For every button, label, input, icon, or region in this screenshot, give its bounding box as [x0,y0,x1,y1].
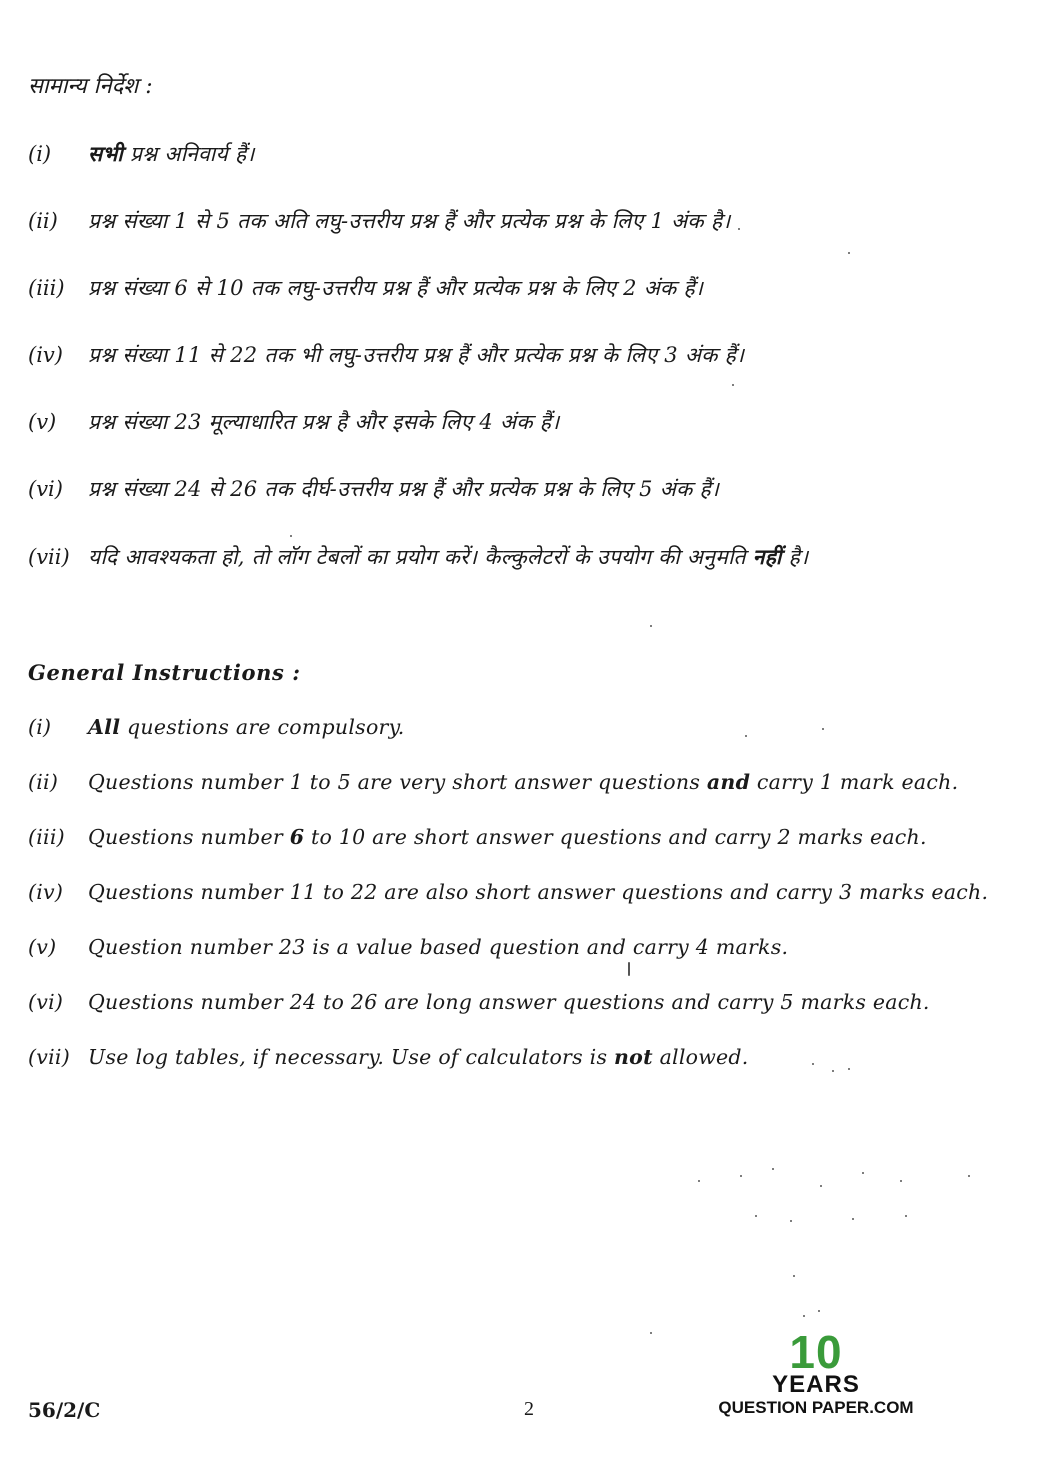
item-number: (v) [28,935,57,959]
english-instruction-item [28,770,958,794]
english-instruction-item [28,715,404,739]
item-number: (iii) [28,825,65,849]
scan-speck [820,1185,822,1187]
item-text: Questions number 11 to 22 are also short answer questions and carry 3 marks each. [88,880,989,904]
scan-speck [738,228,740,230]
hindi-instruction-item [28,274,703,302]
scan-speck [905,1215,907,1217]
item-text: Use log tables, if necessary. Use of calculators is not allowed. [88,1045,749,1069]
scan-speck [628,962,630,976]
page-number: 2 [524,1398,534,1420]
scan-speck [698,1180,700,1182]
emphasis-text: and [706,770,751,794]
item-text: यदि आवश्यकता हो, तो लॉग टेबलों का प्रयोग करें। कैल्कुलेटरों के उपयोग की अनुमति नहीं है। [88,544,809,569]
logo-years: YEARS [772,1371,860,1398]
scan-speck [832,1070,834,1072]
watermark-logo [716,1326,916,1418]
scan-speck [290,535,292,537]
emphasis-text: सभी [88,141,123,166]
hindi-instruction-item [28,140,255,168]
emphasis-text: नहीं [752,544,782,569]
item-text: Questions number 6 to 10 are short answer questions and carry 2 marks each. [88,825,927,849]
emphasis-text: All [88,715,121,739]
scan-speck [793,1275,795,1277]
hindi-instruction-item [28,207,731,235]
item-text: प्रश्न संख्या 6 से 10 तक लघु-उत्तरीय प्रश्न हैं और प्रत्येक प्रश्न के लिए 2 अंक हैं। [88,276,704,300]
item-text: प्रश्न संख्या 24 से 26 तक दीर्घ-उत्तरीय प्रश्न हैं और प्रत्येक प्रश्न के लिए 5 अंक हैं। [88,477,720,501]
english-instruction-item [28,935,788,959]
item-text: प्रश्न संख्या 1 से 5 तक अति लघु-उत्तरीय प्रश्न हैं और प्रत्येक प्रश्न के लिए 1 अंक है। [88,209,731,233]
scan-speck [740,1175,742,1177]
english-instructions-heading: General Instructions : [28,660,301,685]
scan-speck [650,625,652,627]
emphasis-text: 6 [289,825,305,849]
english-instruction-item [28,825,927,849]
item-number: (ii) [28,209,58,233]
item-number: (vi) [28,477,63,501]
scan-speck [822,728,824,730]
item-number: (vii) [28,1045,70,1069]
logo-site: QUESTION PAPER.COM [718,1398,914,1417]
scan-speck [650,1332,652,1334]
hindi-instruction-item [28,543,808,571]
item-number: (iv) [28,343,63,367]
english-instruction-item [28,880,988,904]
scan-speck [803,1315,805,1317]
scan-speck [772,1168,774,1170]
scan-speck [790,1220,792,1222]
item-number: (ii) [28,770,59,794]
item-text: Question number 23 is a value based question and carry 4 marks. [88,935,789,959]
scan-speck [755,1215,757,1217]
item-number: (vi) [28,990,64,1014]
scan-speck [900,1180,902,1182]
item-number: (v) [28,410,57,434]
scan-speck [732,384,734,386]
emphasis-text: not [614,1045,653,1069]
hindi-instructions-heading: सामान्य निर्देश : [28,74,153,99]
item-number: (vii) [28,545,70,569]
scan-speck [852,1218,854,1220]
item-text: Questions number 24 to 26 are long answer questions and carry 5 marks each. [88,990,930,1014]
item-number: (i) [28,142,52,166]
scan-speck [968,1175,970,1177]
item-number: (i) [28,715,52,739]
scan-speck [848,1068,850,1070]
scan-speck [745,735,747,737]
scan-speck [862,1172,864,1174]
item-text: प्रश्न संख्या 11 से 22 तक भी लघु-उत्तरीय प्रश्न हैं और प्रत्येक प्रश्न के लिए 3 अंक हैं। [88,343,745,367]
scan-speck [848,252,850,254]
paper-code: 56/2/C [28,1398,101,1422]
hindi-instruction-item [28,341,744,369]
item-text: प्रश्न संख्या 23 मूल्याधारित प्रश्न है और इसके लिए 4 अंक हैं। [88,410,560,434]
scan-speck [812,1063,814,1065]
item-text: Questions number 1 to 5 are very short answer questions and carry 1 mark each. [88,770,959,794]
hindi-instruction-item [28,475,719,503]
item-text: सभी प्रश्न अनिवार्य हैं। [88,141,255,166]
hindi-instruction-item [28,408,559,436]
item-number: (iii) [28,276,65,300]
english-instruction-item [28,1045,749,1069]
english-instruction-item [28,990,930,1014]
item-text: All questions are compulsory. [88,715,405,739]
scan-speck [818,1310,820,1312]
logo-number: 10 [789,1326,843,1378]
item-number: (iv) [28,880,64,904]
